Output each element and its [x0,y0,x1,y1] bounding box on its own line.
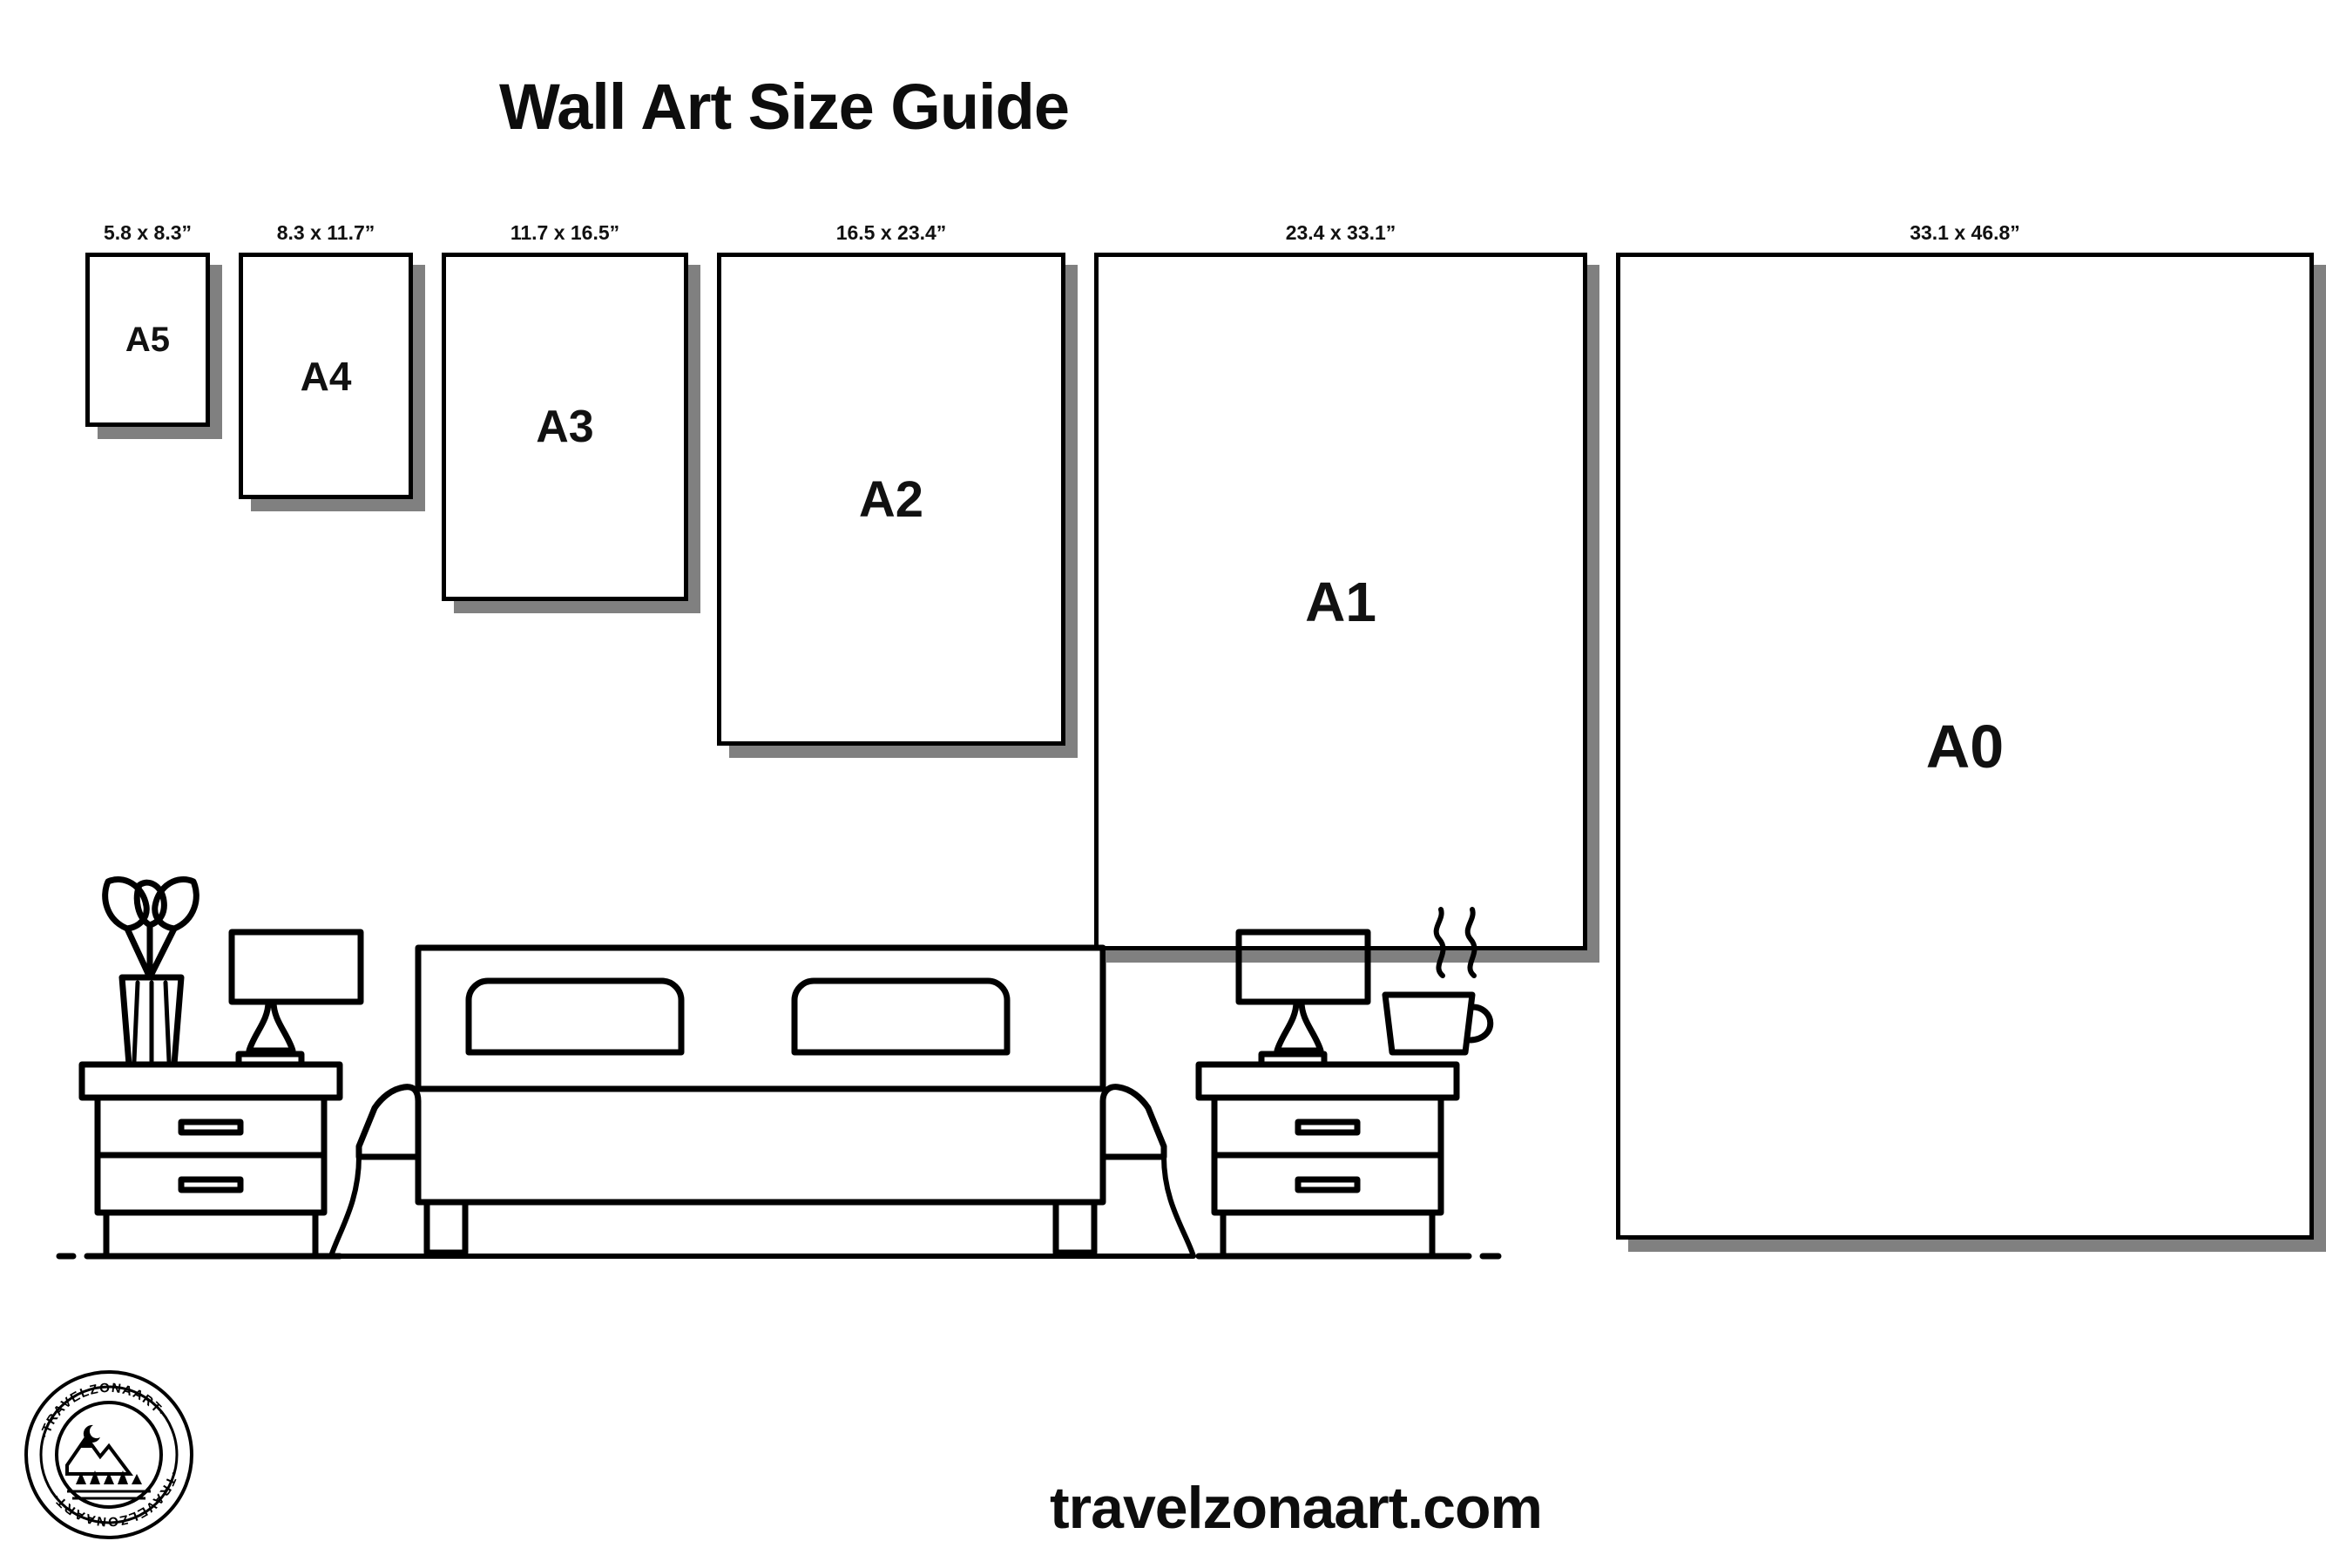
poster-a0[interactable] [1616,221,2326,1252]
poster-dimension-label: 5.8 x 8.3” [103,221,193,244]
poster-a4[interactable] [239,221,425,511]
poster-size-name: A3 [536,402,594,452]
poster-dimension-label: 33.1 x 46.8” [1910,221,2020,244]
bed [331,948,1193,1256]
bedroom-scene-illustration [52,836,1533,1324]
poster-size-row [0,221,2020,880]
page-title: Wall Art Size Guide [499,71,1069,143]
site-url[interactable]: travelzonaart.com [1050,1475,1542,1541]
poster-size-name: A4 [300,353,352,399]
nightstand-right [1199,1064,1498,1256]
poster-frame-a5[interactable] [85,253,210,427]
poster-size-name: A5 [125,320,171,359]
poster-a5[interactable] [85,221,222,439]
poster-frame-a4[interactable] [239,253,413,499]
table-lamp-left [232,932,361,1064]
poster-frame-a0[interactable] [1616,253,2314,1240]
poster-dimension-label: 23.4 x 33.1” [1285,221,1396,244]
poster-size-name: A2 [858,470,924,528]
poster-frame-a3[interactable] [442,253,688,601]
poster-dimension-label: 11.7 x 16.5” [510,221,620,244]
poster-size-name: A0 [1925,712,2005,781]
nightstand-left [59,1064,340,1256]
coffee-cup [1385,909,1491,1052]
poster-dimension-label: 8.3 x 11.7” [276,221,375,244]
poster-a2[interactable] [717,221,1078,758]
poster-size-name: A1 [1305,570,1376,633]
logo-arc-text-bottom: ·TRAVELZONAART· [49,1469,181,1530]
plant-in-vase [105,880,197,1064]
poster-dimension-label: 16.5 x 23.4” [835,221,947,244]
table-lamp-right [1239,932,1368,1064]
logo-arc-text-top: ·TRAVELZONAART· [37,1380,169,1441]
brand-logo [22,1368,196,1542]
poster-frame-a2[interactable] [717,253,1065,746]
poster-a3[interactable] [442,221,700,613]
